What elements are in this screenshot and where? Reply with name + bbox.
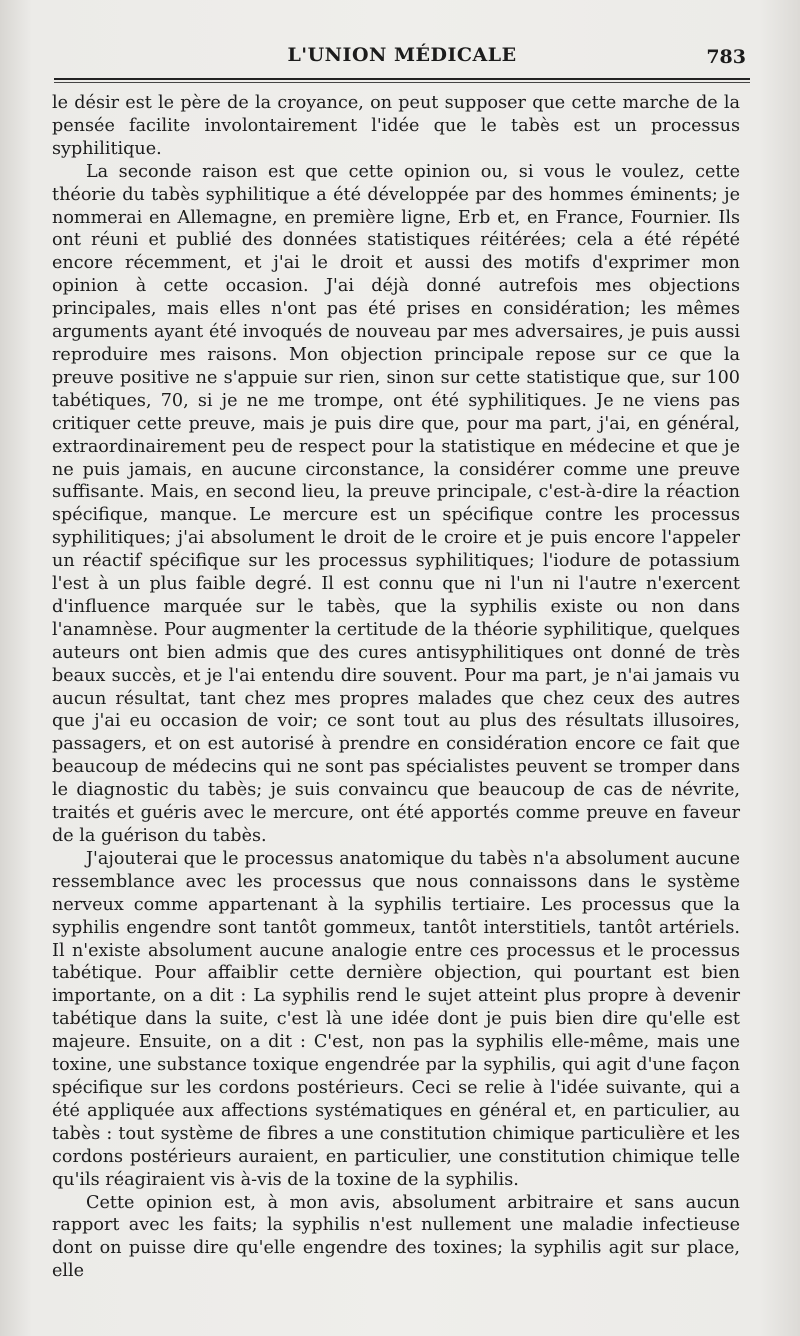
body-text	[52, 92, 740, 1283]
header-rule	[54, 78, 750, 80]
paragraph-1: le désir est le père de la croyance, on peut supposer que cette marche de la pensée facilite involontairement l'idée que le tabès est un processus syphilitique.	[52, 93, 740, 159]
header-rule-thin	[54, 82, 750, 83]
page-number: 783	[706, 46, 746, 68]
page-header	[54, 44, 750, 74]
paragraph-4: Cette opinion est, à mon avis, absolument arbitraire et sans aucun rapport avec les faits; la syphilis n'est nullement une maladie infectieuse dont on puisse dire qu'elle engendre des toxines; la syphilis agit sur place, elle	[52, 1192, 740, 1282]
paragraph-3: J'ajouterai que le processus anatomique du tabès n'a absolument aucune ressemblance avec les processus que nous connaissons dans le système nerveux comme appartenant à la syphilis tertiaire. Les processus que la syphilis engendre sont tantôt gommeux, tantôt interstitiels, tantôt artériels. Il n'existe absolument aucune analogie entre ces processus et le processus tabétique. Pour affaiblir cette dernière objection, qui pourtant est bien importante, on a dit : La syphilis rend le sujet atteint plus propre à devenir tabétique dans la suite, c'est là une idée dont je puis bien dire qu'elle est majeure. Ensuite, on a dit : C'est, non pas la syphilis elle-même, mais une toxine, une substance toxique engendrée par la syphilis, qui agit d'une façon spécifique sur les cordons postérieurs. Ceci se relie à l'idée suivante, qui a été appliquée aux affections systématiques en général et, en particulier, au tabès : tout système de fibres a une constitution chimique particulière et les cordons postérieurs auraient, en particulier, une constitution chimique telle qu'ils réagiraient vis à-vis de la toxine de la syphilis.	[52, 848, 740, 1190]
running-title: L'UNION MÉDICALE	[287, 44, 517, 66]
paragraph-2: La seconde raison est que cette opinion ou, si vous le voulez, cette théorie du tabès syphilitique a été développée par des hommes éminents; je nommerai en Allemagne, en première ligne, Erb et, en France, Fournier. Ils ont réuni et publié des données statistiques réitérées; cela a été répété encore récemment, et j'ai le droit et aussi des motifs d'exprimer mon opinion à cette occasion. J'ai déjà donné autrefois mes objections principales, mais elles n'ont pas été prises en considération; les mêmes arguments ayant été invoqués de nouveau par mes adversaires, je puis aussi reproduire mes raisons. Mon objection principale repose sur ce que la preuve positive ne s'appuie sur rien, sinon sur cette statistique que, sur 100 tabétiques, 70, si je ne me trompe, ont été syphilitiques. Je ne viens pas critiquer cette preuve, mais je puis dire que, pour ma part, j'ai, en général, extraordinairement peu de respect pour la statistique en médecine et que je ne puis jamais, en aucune circonstance, la considérer comme une preuve suffisante. Mais, en second lieu, la preuve principale, c'est-à-dire la réaction spécifique, manque. Le mercure est un spécifique contre les processus syphilitiques; j'ai absolument le droit de le croire et je puis encore l'appeler un réactif spécifique sur les processus syphilitiques; l'iodure de potassium l'est à un plus faible degré. Il est connu que ni l'un ni l'autre n'exercent d'influence marquée sur le tabès, que la syphilis existe ou non dans l'anamnèse. Pour augmenter la certitude de la théorie syphilitique, quelques auteurs ont bien admis que des cures antisyphilitiques ont donné de très beaux succès, et je l'ai entendu dire souvent. Pour ma part, je n'ai jamais vu aucun résultat, tant chez mes propres malades que chez ceux des autres que j'ai eu occasion de voir; ce sont tout au plus des résultats illusoires, passagers, et on est autorisé à prendre en considération encore ce fait que beaucoup de médecins qui ne sont pas spécialistes peuvent se tromper dans le diagnostic du tabès; je suis convaincu que beaucoup de cas de névrite, traités et guéris avec le mercure, ont été apportés comme preuve en faveur de la guérison du tabès.	[52, 161, 740, 846]
